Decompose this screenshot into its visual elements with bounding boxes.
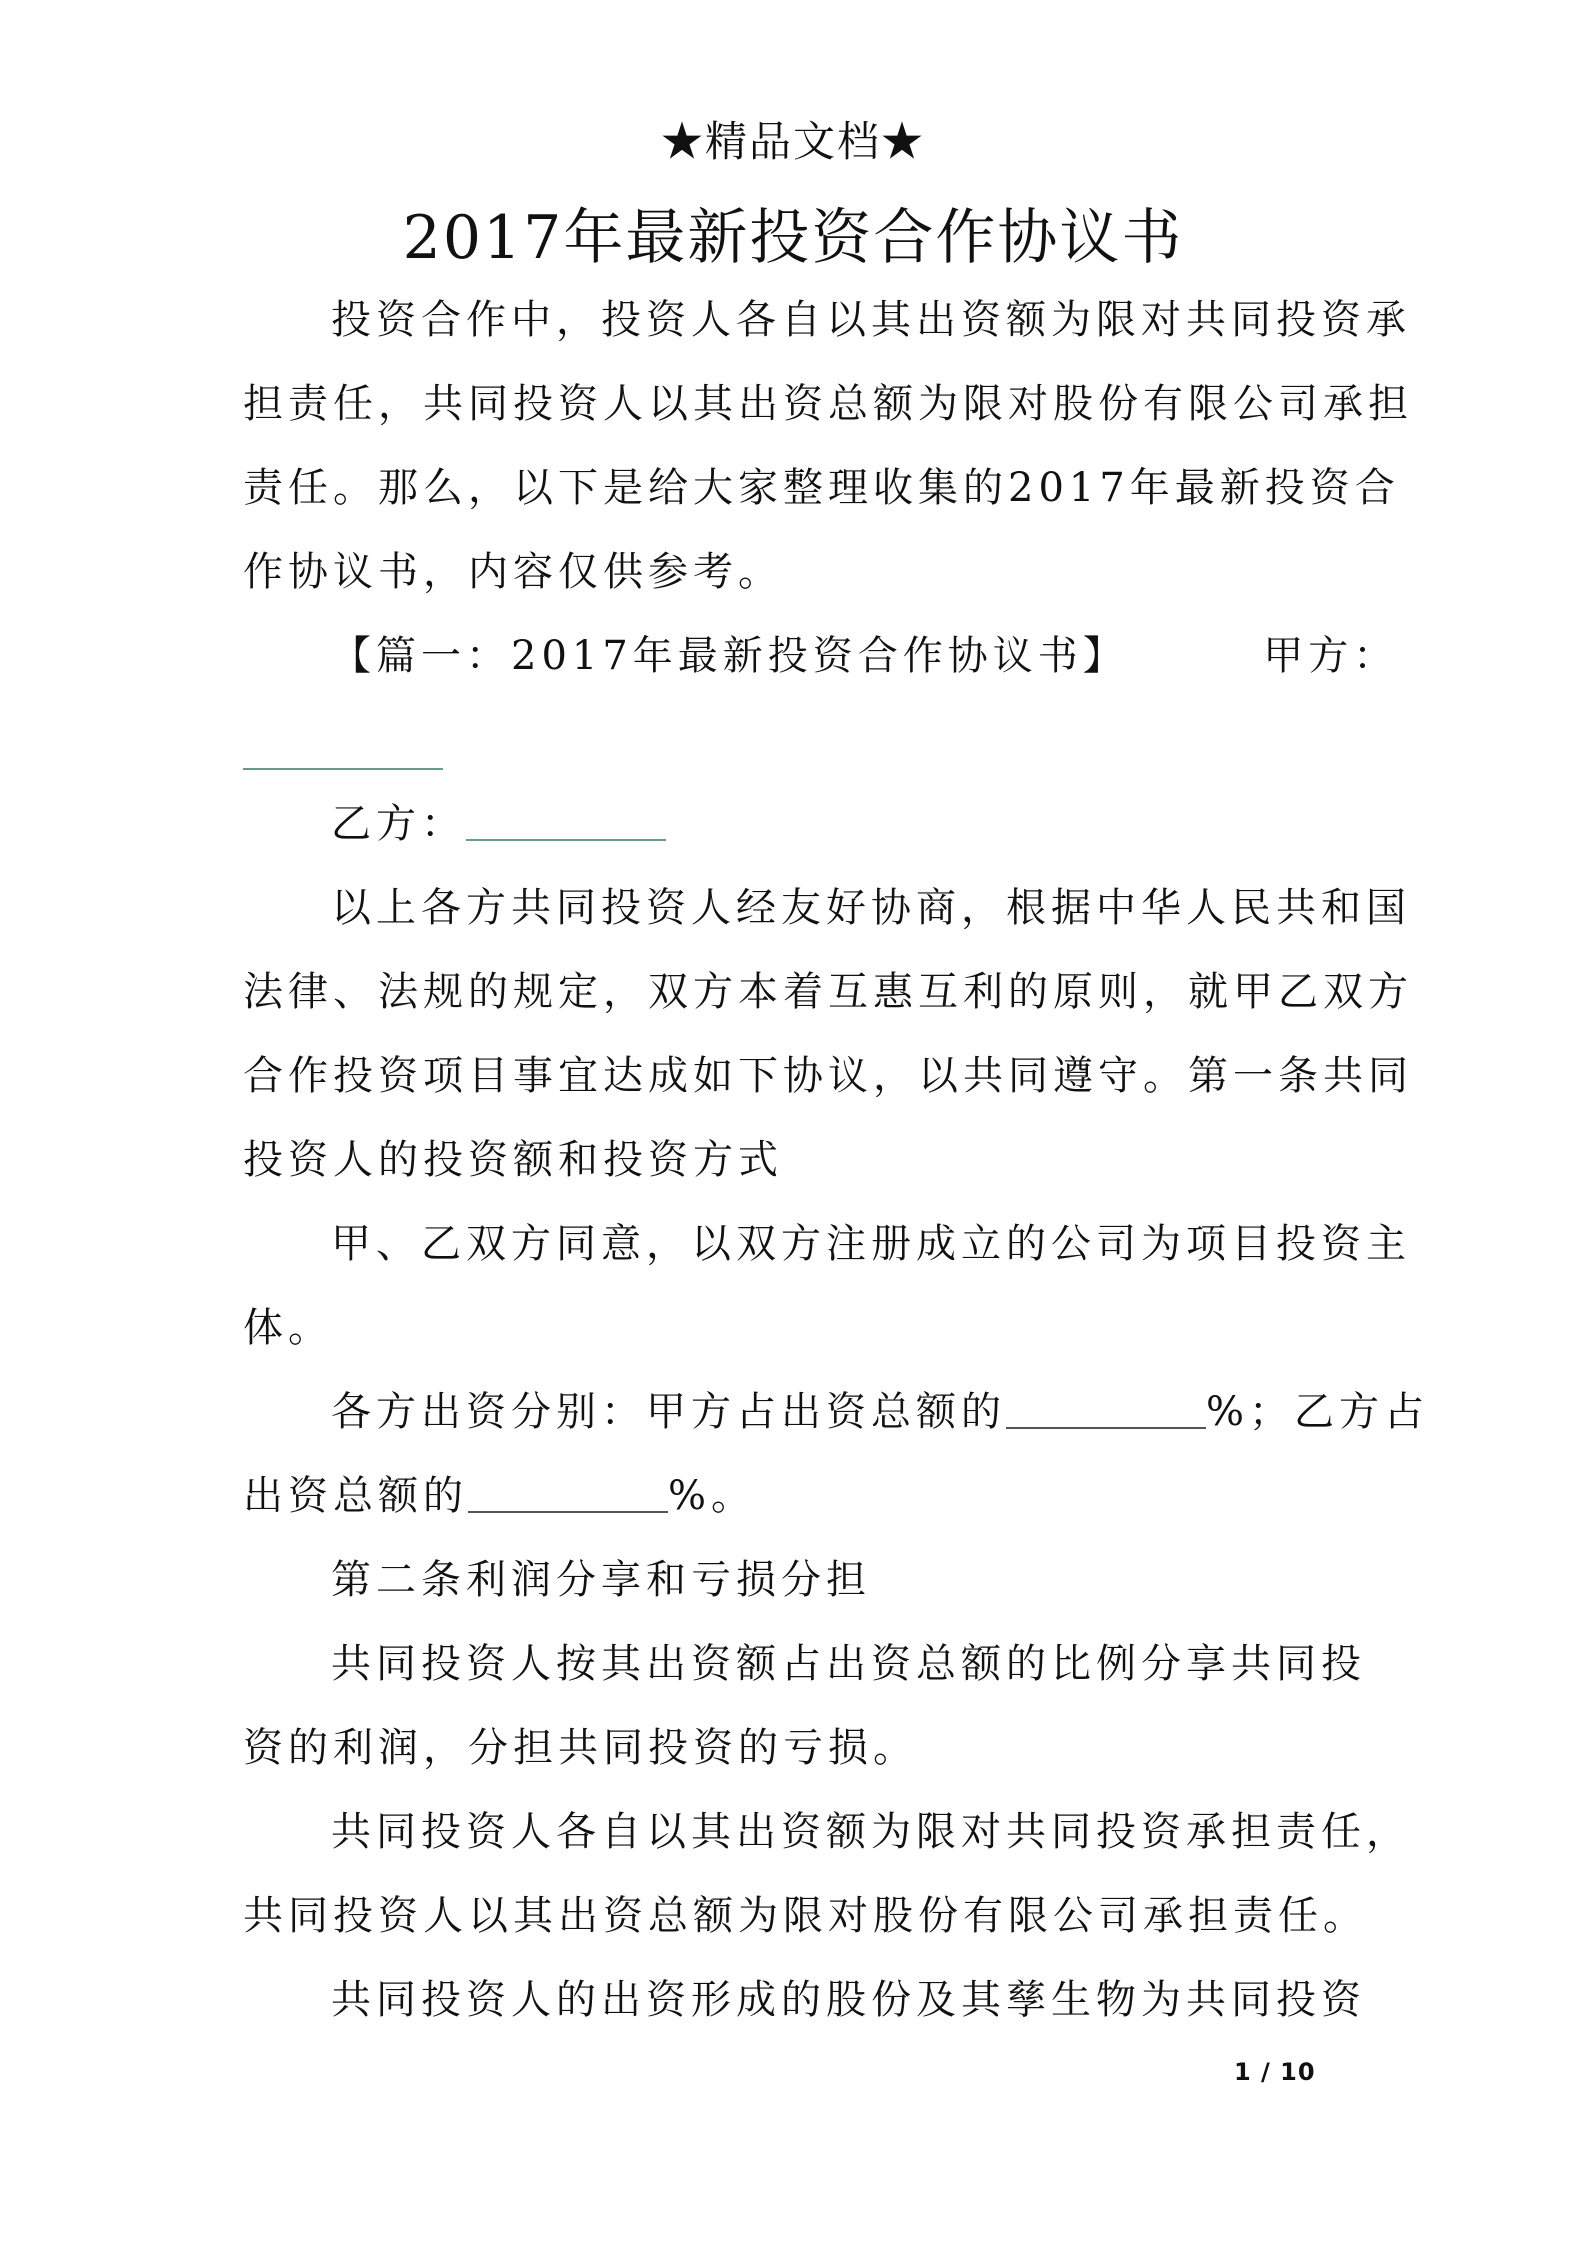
party-b-blank-field[interactable] (466, 799, 666, 841)
party-b-row (243, 782, 1345, 866)
contribution-suffix: %。 (668, 1473, 757, 1519)
intro-paragraph (243, 278, 1413, 614)
profit-line-1: 共同投资人按其出资额占出资总额的比例分享共同投 (331, 1641, 1366, 1687)
profit-line-2: 资的利润，分担共同投资的亏损。 (243, 1725, 918, 1771)
party-a-blank-field[interactable] (243, 728, 443, 770)
contribution-line2-prefix: 出资总额的 (243, 1473, 468, 1519)
contribution-middle: %；乙方占 (1206, 1389, 1430, 1435)
section-heading-row (243, 614, 1399, 698)
liability-line-2: 共同投资人以其出资总额为限对股份有限公司承担责任。 (243, 1893, 1368, 1939)
intro-line-2: 担责任，共同投资人以其出资总额为限对股份有限公司承担 (243, 381, 1413, 427)
intro-line-1: 投资合作中，投资人各自以其出资额为限对共同投资承 (331, 297, 1411, 343)
contribution-paragraph (243, 1370, 1430, 1538)
intro-line-3: 责任。那么，以下是给大家整理收集的2017年最新投资合 (243, 465, 1400, 511)
liability-paragraph (243, 1790, 1411, 1958)
contribution-line-1 (243, 1370, 1430, 1454)
document-title: 2017年最新投资合作协议书 (402, 203, 1184, 273)
party-a-blank-row (243, 698, 1345, 782)
liability-line-1: 共同投资人各自以其出资额为限对共同投资承担责任， (331, 1809, 1411, 1855)
entity-line-2: 体。 (243, 1305, 333, 1351)
article-2-heading: 第二条利润分享和亏损分担 (331, 1557, 871, 1603)
party-a-percent-blank[interactable] (1006, 1387, 1206, 1429)
consult-line-3: 合作投资项目事宜达成如下协议，以共同遵守。第一条共同 (243, 1053, 1413, 1099)
premium-document-label: ★精品文档★ (660, 117, 925, 166)
section-heading: 【篇一：2017年最新投资合作协议书】 (331, 633, 1128, 679)
consult-line-1: 以上各方共同投资人经友好协商，根据中华人民共和国 (331, 885, 1411, 931)
profit-paragraph (243, 1622, 1366, 1790)
entity-line-1: 甲、乙双方同意，以双方注册成立的公司为项目投资主 (331, 1221, 1411, 1267)
party-a-label: 甲方： (1263, 633, 1399, 679)
shares-line-1: 共同投资人的出资形成的股份及其孳生物为共同投资 (331, 1977, 1366, 2023)
page-number: 1 / 10 (1234, 2058, 1316, 2086)
consult-line-4: 投资人的投资额和投资方式 (243, 1137, 783, 1183)
consultation-paragraph (243, 866, 1413, 1202)
contribution-prefix: 各方出资分别：甲方占出资总额的 (331, 1389, 1006, 1435)
contribution-line-2 (243, 1454, 1345, 1538)
document-body (243, 278, 1430, 2042)
intro-line-4: 作协议书，内容仅供参考。 (243, 549, 783, 595)
entity-paragraph (243, 1202, 1411, 1370)
party-b-label: 乙方： (331, 801, 466, 847)
consult-line-2: 法律、法规的规定，双方本着互惠互利的原则，就甲乙双方 (243, 969, 1413, 1015)
party-b-percent-blank[interactable] (468, 1471, 668, 1513)
